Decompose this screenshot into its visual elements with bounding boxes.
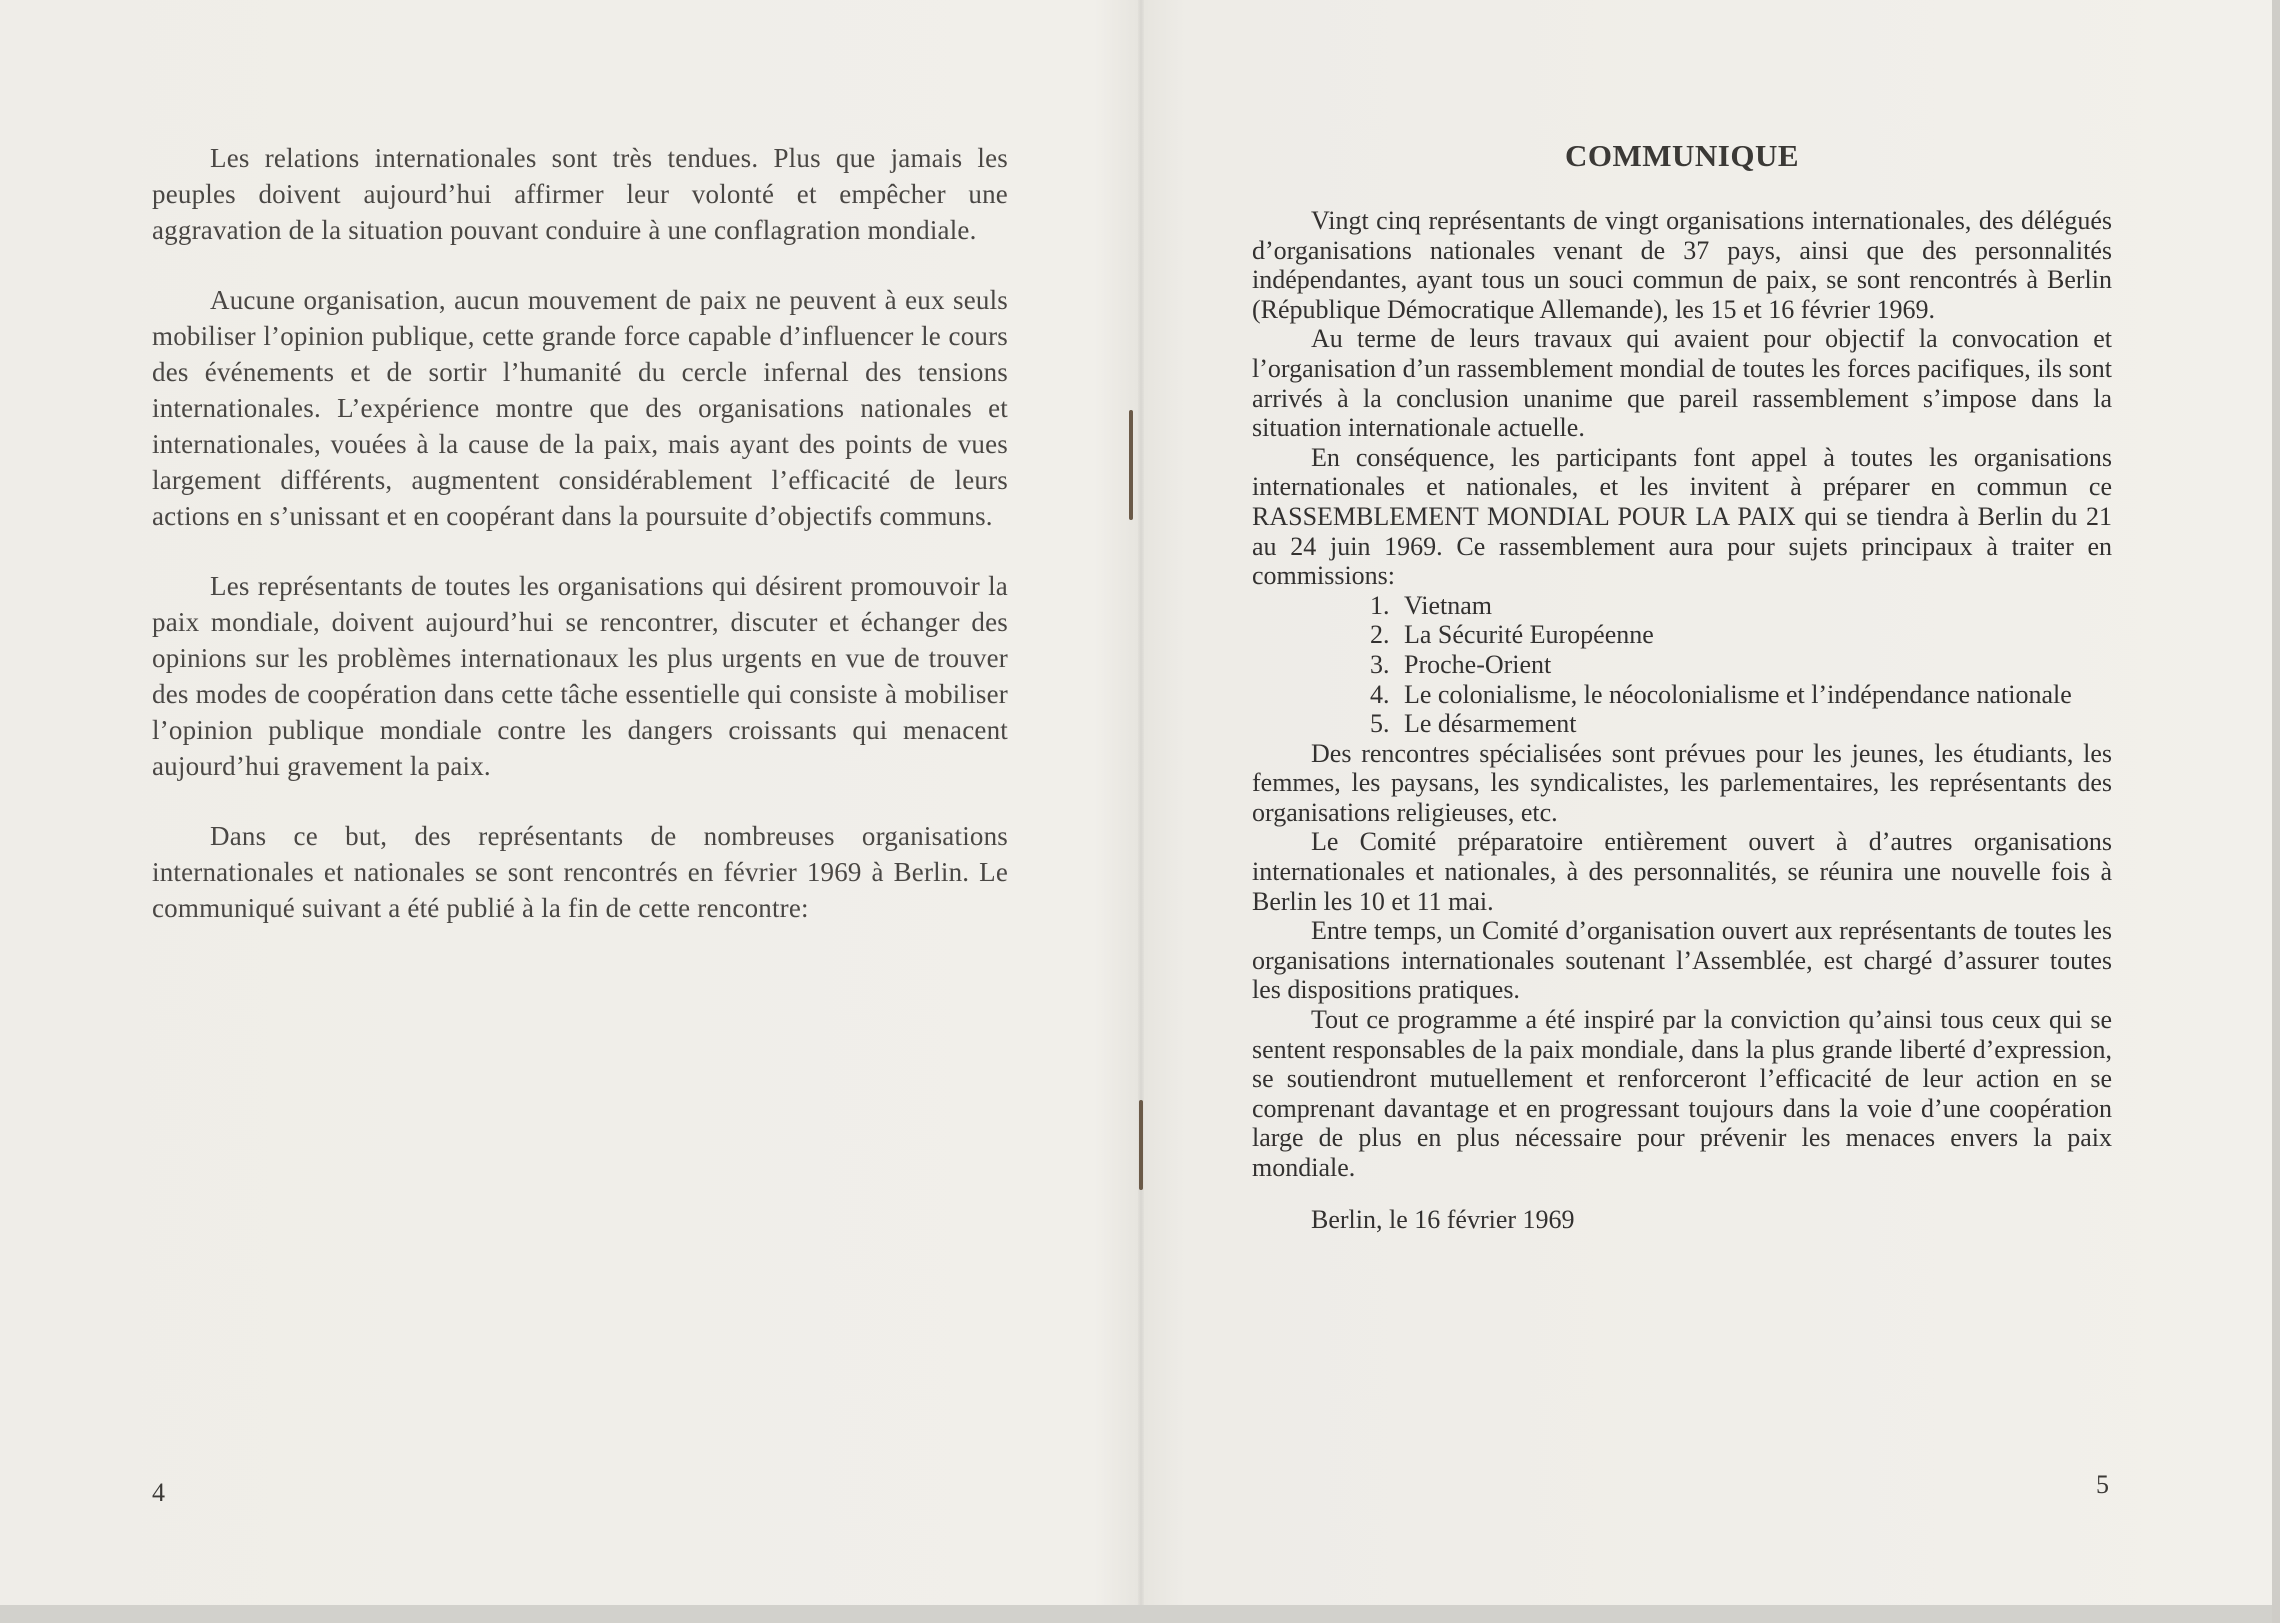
left-paragraph: Les représentants de toutes les organisations qui désirent promouvoir la paix mondiale, doivent aujourd’hui se rencontrer, discuter et échanger des opinions sur les problèmes internationaux les plus urgents en vue de trouver des modes de coopération dans cette tâche essentielle qui consiste à mobiliser l’opinion publique mondiale contre les dangers croissants qui menacent aujourd’hui gravement la paix. (152, 571, 1008, 781)
center-fold (1138, 0, 1144, 1605)
list-number: 3. (1370, 649, 1390, 679)
list-number: 2. (1370, 620, 1390, 650)
right-paragraph: En conséquence, les participants font appel à toutes les organisations internationales et nationales, et les invitent à préparer en commun ce RASSEMBLEMENT MONDIAL POUR LA PAIX qui se tiendra à Berlin du 21 au 24 juin 1969. Ce rassemblement aura pour sujets principaux à traiter en commissions: (1252, 442, 2112, 591)
page-number-right: 5 (2096, 1470, 2109, 1499)
place-date: Berlin, le 16 février 1969 (1311, 1204, 1575, 1234)
list-text: La Sécurité Européenne (1404, 620, 1654, 650)
right-paragraph: Entre temps, un Comité d’organisation ouvert aux représentants de toutes les organisations internationales soutenant l’Assemblée, est chargé d’assurer toutes les dispositions pratiques. (1252, 916, 2112, 1005)
right-paragraph: Des rencontres spécialisées sont prévues pour les jeunes, les étudiants, les femmes, les paysans, les syndicalistes, les parlementaires, les représentants des organisations religieuses, etc. (1252, 738, 2112, 827)
list-number: 4. (1370, 679, 1390, 709)
left-paragraph: Dans ce but, des représentants de nombreuses organisations internationales et nationales se sont rencontrés en février 1969 à Berlin. Le communiqué suivant a été publié à la fin de cette rencontre: (152, 821, 1008, 923)
right-page (1252, 138, 2112, 1234)
left-page (152, 140, 1008, 960)
page-edge-bottom (0, 1605, 2280, 1623)
list-item (1370, 680, 2112, 710)
right-paragraph: Tout ce programme a été inspiré par la conviction qu’ainsi tous ceux qui se sentent responsables de la paix mondiale, dans la plus grande liberté d’expression, se soutiendront mutuellement et renforceront l’efficacité de leur action en se comprenant davantage et en progressant toujours dans la voie d’une coopération large de plus en plus nécessaire pour prévenir les menaces envers la paix mondiale. (1252, 1005, 2112, 1182)
left-paragraph: Aucune organisation, aucun mouvement de paix ne peuvent à eux seuls mobiliser l’opinion publique, cette grande force capable d’influencer le cours des événements et de sortir l’humanité du cercle infernal des tensions internationales. L’expérience montre que des organisations nationales et internationales, vouées à la cause de la paix, mais ayant des points de vues largement différents, augmentent considérablement l’efficacité de leurs actions en s’unissant et en coopérant dans la poursuite d’objectifs communs. (152, 285, 1008, 531)
list-item (1370, 650, 2112, 680)
list-number: 1. (1370, 590, 1390, 620)
topics-list (1252, 591, 2112, 739)
staple-top (1129, 410, 1133, 520)
right-paragraph: Au terme de leurs travaux qui avaient pour objectif la convocation et l’organisation d’un rassemblement mondial de toutes les forces pacifiques, ils sont arrivés à la conclusion unanime que pareil rassemblement s’impose dans la situation internationale actuelle. (1252, 324, 2112, 443)
page-title: COMMUNIQUE (1564, 138, 1800, 173)
page-number-left: 4 (152, 1478, 165, 1507)
right-paragraph: Le Comité préparatoire entièrement ouvert à d’autres organisations internationales et nationales, à des personnalités, se réunira une nouvelle fois à Berlin les 10 et 11 mai. (1252, 827, 2112, 916)
list-item (1370, 620, 2112, 650)
page-edge-right (2272, 0, 2280, 1623)
left-paragraph: Les relations internationales sont très tendues. Plus que jamais les peuples doivent aujourd’hui affirmer leur volonté et empêcher une aggravation de la situation pouvant conduire à une conflagration mondiale. (152, 143, 1008, 245)
list-number: 5. (1370, 709, 1390, 739)
list-text: Le désarmement (1404, 709, 1577, 739)
list-item (1370, 591, 2112, 621)
list-text: Le colonialisme, le néocolonialisme et l’indépendance nationale (1404, 679, 2072, 709)
list-text: Proche-Orient (1404, 649, 1552, 679)
list-text: Vietnam (1404, 590, 1492, 620)
right-paragraph: Vingt cinq représentants de vingt organisations internationales, des délégués d’organisations nationales venant de 37 pays, ainsi que des personnalités indépendantes, ayant tous un souci commun de paix, se sont rencontrés à Berlin (République Démocratique Allemande), les 15 et 16 février 1969. (1252, 206, 2112, 324)
list-item (1370, 709, 2112, 739)
staple-bottom (1139, 1100, 1143, 1190)
